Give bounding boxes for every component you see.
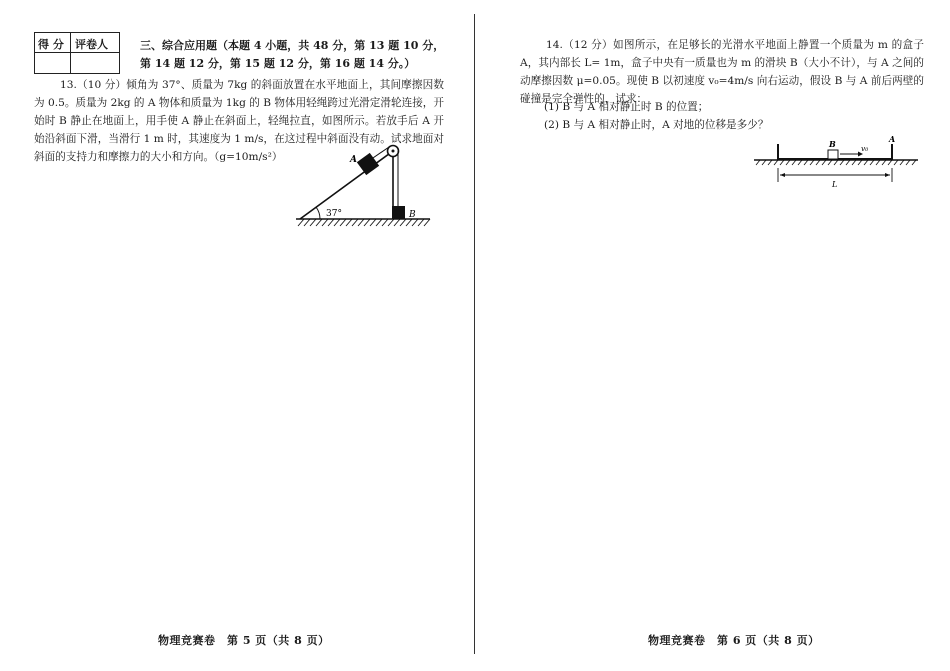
angle-arc (316, 207, 320, 219)
floor-hatching (756, 160, 916, 165)
page-footer-left: 物理竞赛卷 第 5 页（共 8 页） (158, 634, 330, 647)
page-divider (474, 14, 475, 654)
length-label: L (832, 180, 838, 189)
problem-13-text: 13.（10 分）倾角为 37°、质量为 7kg 的斜面放置在水平地面上，其间摩擦因数为 0.5。质量为 2kg 的 A 物体和质量为 1kg 的 B 物体用轻绳跨过光滑定滑轮连接，开始时 B 静止在地面上，用手使 A 静止在斜面上，轻绳拉直，如图所示。若放手后 A 开始沿斜面下滑，当滑行 1 m 时，其速度为 1 m/s，在这过程中斜面没有动。试求地面对斜面的支持力和摩擦力的大小和方向。（g=10m/s²） (34, 79, 444, 163)
problem-14-question-1: (1) B 与 A 相对静止时 B 的位置； (544, 101, 709, 113)
page-footer-right: 物理竞赛卷 第 6 页（共 8 页） (648, 634, 820, 647)
length-arrow-left (780, 173, 785, 177)
block-a-label: A (350, 155, 357, 165)
score-table-divider-h (35, 52, 119, 53)
problem-14-question-2: (2) B 与 A 相对静止时，A 对地的位移是多少？ (544, 119, 769, 131)
pulley-axle (392, 150, 395, 153)
box-a-label: A (889, 134, 896, 144)
score-label: 得 分 (38, 38, 64, 51)
block-b (392, 206, 405, 219)
incline-pulley-figure (290, 138, 440, 230)
ground-hatching (298, 219, 430, 226)
section-header: 三、综合应用题（本题 4 小题，共 48 分，第 13 题 10 分，第 14 题 12 分，第 15 题 12 分，第 16 题 14 分。） (140, 39, 445, 70)
problem-14-text: 14.（12 分）如图所示，在足够长的光滑水平地面上静置一个质量为 m 的盒子 A，其内部长 L= 1m，盒子中央有一质量也为 m 的滑块 B（大小不计），与 A 之间的动摩擦因数 μ=0.05。现使 B 以初速度 v₀=4m/s 向右运动，假设 B 与 A 前后两壁的碰撞是完全弹性的，试求： (520, 39, 924, 105)
box-slider-figure (750, 134, 922, 190)
velocity-label: v₀ (861, 144, 869, 153)
block-b-label: B (409, 210, 416, 220)
block-b (828, 150, 838, 159)
grader-label: 评卷人 (75, 38, 108, 51)
incline-wedge (300, 151, 393, 219)
score-table-divider-v (70, 33, 71, 73)
score-table (34, 32, 120, 74)
block-b-label: B (829, 139, 836, 149)
length-arrow-right (885, 173, 890, 177)
angle-label: 37° (326, 209, 342, 219)
